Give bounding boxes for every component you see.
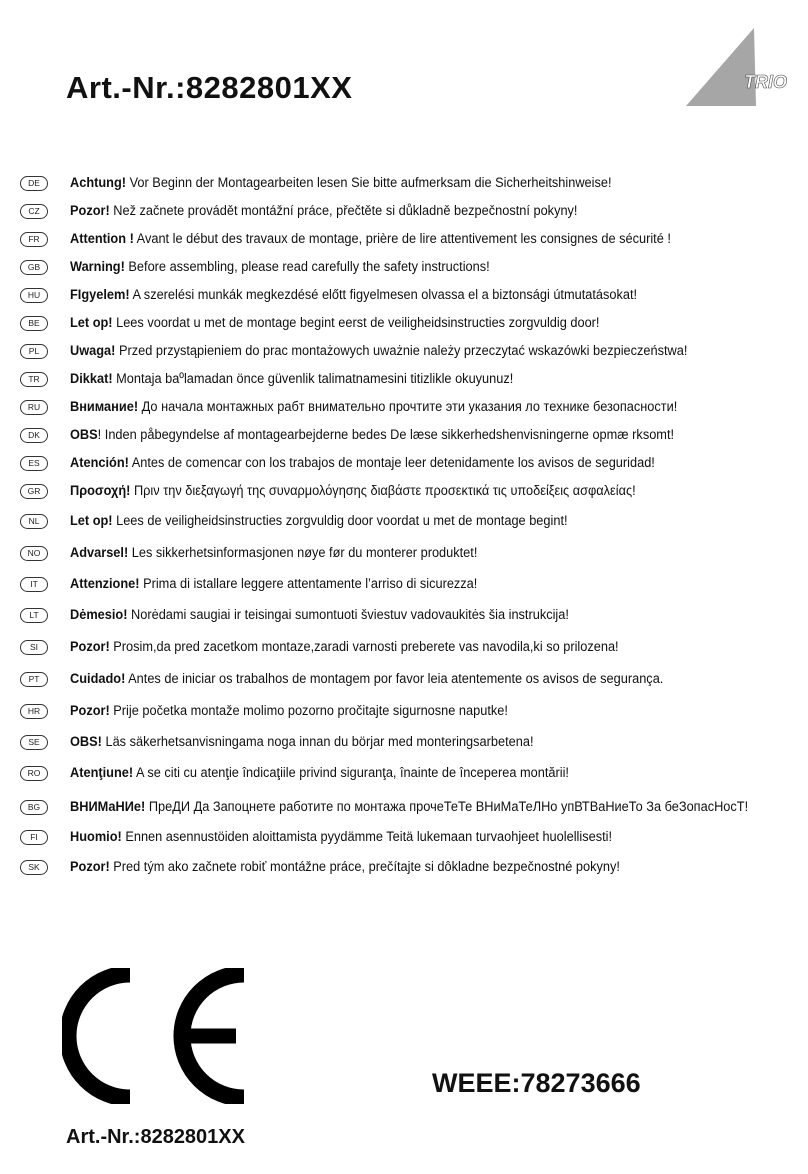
warning-label: Pozor! [70,703,110,719]
warning-row [20,573,523,595]
language-code-badge: DK [20,428,48,443]
language-code-badge: SE [20,735,48,750]
warning-body: Antes de iniciar os trabalhos de montagem por favor leia atentemente os avisos de segurança. [125,671,664,687]
language-code-badge: NL [20,514,48,529]
warning-body: A se citi cu atenţie îndicaţiile privind siguranţa, înainte de începerea montării! [133,765,569,781]
warning-text [70,829,612,845]
warning-text [70,175,612,191]
warning-row [20,340,756,362]
warning-text [70,703,508,719]
trio-logo [684,26,788,108]
warning-label: Huomio! [70,829,122,845]
warning-text [70,483,636,499]
warning-label: Προσοχή! [70,483,131,499]
warning-label: Pozor! [70,203,110,219]
warning-row [20,452,720,474]
warning-label: Let op! [70,513,113,529]
language-code-badge: ES [20,456,48,471]
warning-text [70,734,534,750]
language-code-badge: TR [20,372,48,387]
warning-label: Warning! [70,259,125,275]
warning-label: Cuidado! [70,671,126,687]
warning-text [70,513,568,529]
warning-row [20,731,585,753]
language-code-badge: PL [20,344,48,359]
warning-row [20,510,623,532]
language-code-badge: GR [20,484,48,499]
language-code-badge: HR [20,704,48,719]
warning-text [70,607,569,623]
warning-text [70,203,577,219]
warning-body: Before assembling, please read carefully the safety instructions! [124,259,490,275]
warning-label: Внимание! [70,399,139,415]
warning-body: Norėdami saugiai ir teisingai sumontuoti šviestuv vadovaukitės šia instrukcija! [127,607,569,623]
warning-row [20,172,672,194]
warning-body: ПреДИ Да Запоцнете работите по монтажа прочеТеТе ВНиМаТеЛНо упВТВаНиеТо За беЗопасНосТ! [145,799,749,815]
language-code-badge: LT [20,608,48,623]
warning-text [70,765,569,781]
warning-text [70,576,477,592]
warning-row [20,396,745,418]
warning-body: Než začnete provádět montážní práce, přečtěte si důkladně bezpečnostní pokyny! [109,203,578,219]
language-code-badge: DE [20,176,48,191]
warning-label: Dėmesio! [70,607,128,623]
warning-row [20,424,741,446]
warning-row [20,480,699,502]
language-code-badge: SK [20,860,48,875]
warning-label: Advarsel! [70,545,129,561]
warning-label: Atenţiune! [70,765,134,781]
warning-body: Prima di istallare leggere attentamente l’arriso di sicurezza! [139,576,478,592]
warning-text [70,399,677,415]
warning-row [20,368,563,390]
weee-number: WEEE:78273666 [432,1068,641,1098]
footer-article-number: Art.-Nr.:8282801XX [66,1126,245,1148]
warning-label: FIgyelem! [70,287,130,303]
warning-body: ! Inden påbegyndelse af montagearbejderne bedes De læse sikkerhedshenvisningerne opmæ rksomt! [97,427,675,443]
warning-label: OBS! [70,734,102,750]
language-code-badge: BG [20,800,48,815]
warning-text [70,455,655,471]
page-title: Art.-Nr.:8282801XX [66,70,353,105]
warning-row [20,228,738,250]
warning-label: Atención! [70,455,129,471]
warning-label: Attention ! [70,231,134,247]
language-code-badge: SI [20,640,48,655]
warning-label: OBS [70,427,98,443]
logo-text: TRIO [744,72,787,92]
warning-row [20,826,672,848]
ce-mark-icon [62,968,252,1104]
warning-row [20,256,536,278]
warning-body: Pred tým ako začnete robiť montážne práce, prečítajte si dôkladne bezpečnostné pokyny! [109,859,620,875]
warning-body: Vor Beginn der Montagearbeiten lesen Sie bitte aufmerksam die Sicherheitshinweise! [126,175,612,191]
warning-label: Achtung! [70,175,127,191]
warning-row [20,200,634,222]
language-code-badge: NO [20,546,48,561]
warning-body: Przed przystąpieniem do prac montażowych uważnie należy przeczytać wskazówki bezpieczeństwa! [115,343,688,359]
warning-text [70,639,619,655]
warning-text [70,545,477,561]
warning-body: Antes de comencar con los trabajos de montaje leer detenidamente los avisos de seguridad! [128,455,655,471]
warning-body: Lees de veiligheidsinstructies zorgvuldig door voordat u met de montage begint! [112,513,568,529]
warning-text [70,799,748,815]
warning-text [70,231,671,247]
warning-body: Läs säkerhetsanvisningama noga innan du börjar med monteringsarbetena! [101,734,534,750]
warning-text [70,315,599,331]
warning-row [20,604,624,626]
warning-text [70,671,663,687]
warning-label: Uwaga! [70,343,116,359]
warning-body: Montaja baºlamadan önce güvenlik talimatnamesini titizlikle okuyunuz! [112,371,514,387]
language-code-badge: CZ [20,204,48,219]
warning-text [70,259,490,275]
warning-body: Lees voordat u met de montage begint eerst de veiligheidsinstructies zorgvuldig door! [112,315,600,331]
language-code-badge: FR [20,232,48,247]
warning-text [70,427,674,443]
warning-body: Les sikkerhetsinformasjonen nøye før du monterer produktet! [128,545,478,561]
warning-text [70,287,637,303]
warning-label: Let op! [70,315,113,331]
language-code-badge: GB [20,260,48,275]
language-code-badge: BE [20,316,48,331]
warning-row [20,312,658,334]
warning-body: Πριν την διεξαγωγή της συναρμολόγησης διαβάστε προσεκτικά τις υποδείξεις ασφαλείας! [130,483,636,499]
language-code-badge: FI [20,830,48,845]
warning-text [70,343,687,359]
warning-body: Avant le début des travaux de montage, prière de lire attentivement les consignes de sécurité ! [133,231,671,247]
warning-label: Attenzione! [70,576,140,592]
language-code-badge: IT [20,577,48,592]
warning-body: Ennen asennustöiden aloittamista pyydämme Teitä lukemaan turvaohjeet huolellisesti! [121,829,613,845]
language-code-badge: HU [20,288,48,303]
warning-row [20,700,557,722]
warning-label: Dikkat! [70,371,113,387]
warning-text [70,859,620,875]
warning-body: Prosim,da pred zacetkom montaze,zaradi varnosti preberete vas navodila,ki so prilozena! [109,639,619,655]
warning-row [20,284,700,306]
warning-body: A szerelési munkák megkezdésé előtt figyelmesen olvassa el a biztonsági útmutatásokat! [129,287,638,303]
warning-label: Pozor! [70,859,110,875]
warning-label: ВНИМаНИе! [70,799,146,815]
warning-body: До начала монтажных рабт внимательно прочтите эти указания ло технике безопасности! [138,399,678,415]
language-code-badge: PT [20,672,48,687]
warning-text [70,371,513,387]
language-code-badge: RU [20,400,48,415]
warning-row [20,668,729,690]
warning-row [20,796,808,818]
warning-row [20,636,680,658]
warning-row [20,856,681,878]
warning-row [20,542,523,564]
language-code-badge: RO [20,766,48,781]
warning-row [20,762,624,784]
warning-body: Prije početka montaže molimo pozorno pročitajte sigurnosne naputke! [109,703,508,719]
warning-label: Pozor! [70,639,110,655]
